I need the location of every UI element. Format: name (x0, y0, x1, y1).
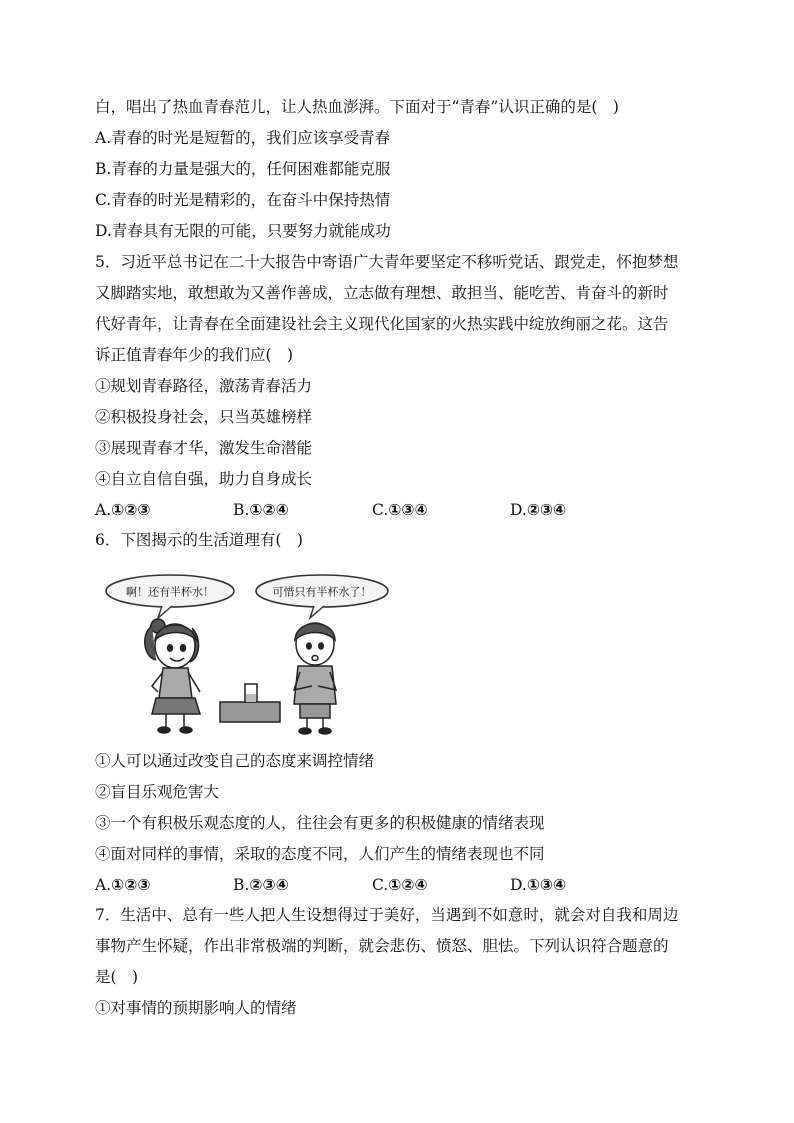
speech-bubble-left-text: 啊！还有半杯水！ (126, 585, 214, 599)
q6-stem: 6．下图揭示的生活道理有( ) (95, 531, 303, 549)
q5-stem-line-4: 诉正值青春年少的我们应( ) (95, 346, 294, 364)
q7-item-1: ①对事情的预期影响人的情绪 (95, 999, 297, 1017)
q6-choice-a: A.①②③ (95, 876, 151, 894)
q6-item-3: ③一个有积极乐观态度的人，往往会有更多的积极健康的情绪表现 (95, 814, 545, 832)
half-glass-illustration (100, 568, 400, 738)
q4-option-b: B.青春的力量是强大的，任何困难都能克服 (95, 160, 391, 178)
q5-item-4: ④自立自信自强，助力自身成长 (95, 470, 313, 488)
q6-choice-d: D.①③④ (510, 876, 567, 894)
q5-item-1: ①规划青春路径，激荡青春活力 (95, 377, 313, 395)
speech-bubble-right-text: 可惜只有半杯水了！ (272, 585, 372, 599)
q7-stem-line-3: 是( ) (95, 968, 139, 986)
q6-item-4: ④面对同样的事情，采取的态度不同，人们产生的情绪表现也不同 (95, 845, 545, 863)
girl-figure (145, 619, 200, 733)
q5-choice-d: D.②③④ (510, 501, 567, 519)
q6-item-2: ②盲目乐观危害大 (95, 783, 220, 801)
q6-item-1: ①人可以通过改变自己的态度来调控情绪 (95, 752, 375, 770)
q5-stem-line-2: 又脚踏实地，敢想敢为又善作善成，立志做有理想、敢担当、能吃苦、肯奋斗的新时 (95, 284, 669, 302)
q4-option-c: C.青春的时光是精彩的，在奋斗中保持热情 (95, 191, 391, 209)
table-with-glass (220, 684, 280, 722)
q7-stem-line-1: 7．生活中、总有一些人把人生设想得过于美好，当遇到不如意时，就会对自我和周边 (95, 906, 679, 924)
q5-stem-line-3: 代好青年，让青春在全面建设社会主义现代化国家的火热实践中绽放绚丽之花。这告 (95, 315, 669, 333)
q4-stem: 白，唱出了热血青春范儿，让人热血澎湃。下面对于“青春”认识正确的是( ) (95, 98, 619, 116)
boy-figure (294, 623, 336, 734)
q5-stem-line-1: 5．习近平总书记在二十大报告中寄语广大青年要坚定不移听党话、跟党走，怀抱梦想 (95, 253, 679, 271)
q5-choice-b: B.①②④ (233, 501, 289, 519)
q4-option-a: A.青春的时光是短暂的，我们应该享受青春 (95, 129, 391, 147)
q6-choice-c: C.①②④ (372, 876, 428, 894)
q5-choice-a: A.①②③ (95, 501, 151, 519)
q6-choice-b: B.②③④ (233, 876, 289, 894)
q5-item-3: ③展现青春才华，激发生命潜能 (95, 439, 313, 457)
q7-stem-line-2: 事物产生怀疑，作出非常极端的判断，就会悲伤、愤怒、胆怯。下列认识符合题意的 (95, 937, 669, 955)
q4-option-d: D.青春具有无限的可能，只要努力就能成功 (95, 222, 391, 240)
q5-item-2: ②积极投身社会，只当英雄榜样 (95, 408, 313, 426)
q5-choice-c: C.①③④ (372, 501, 428, 519)
